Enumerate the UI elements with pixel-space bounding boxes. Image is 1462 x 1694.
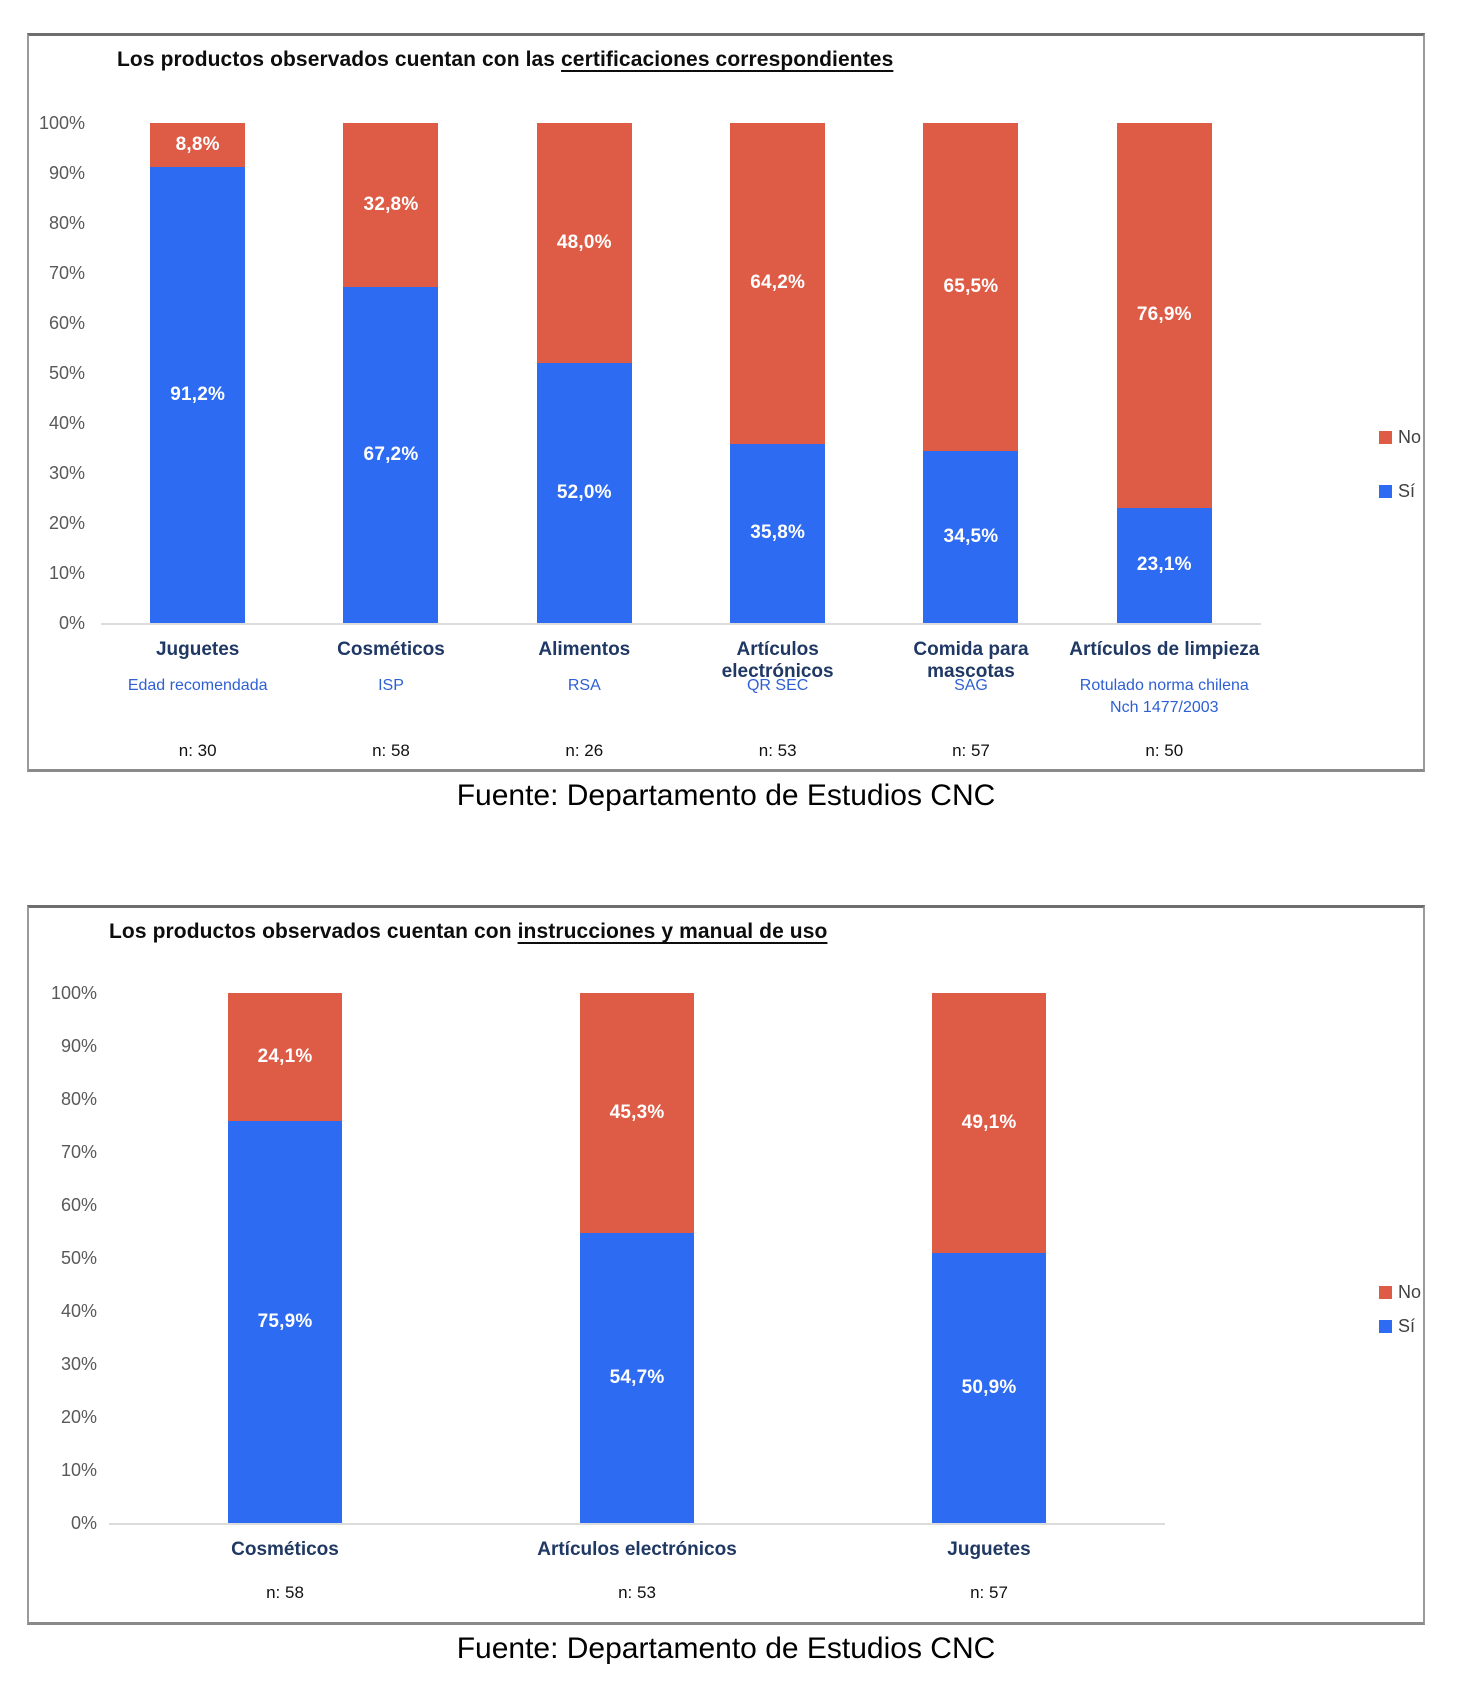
bar-value-label: 35,8%	[750, 522, 806, 544]
chart-title-prefix: Los productos observados cuentan con	[109, 920, 518, 943]
y-axis-tick: 70%	[60, 1142, 97, 1162]
category-sublabel: QR SEC	[746, 677, 809, 694]
source-caption: Fuente: Departamento de Estudios CNC	[456, 779, 996, 812]
sample-size-label: n: 58	[372, 741, 410, 760]
category-sublabel: SAG	[954, 677, 988, 694]
stacked-bar	[537, 123, 632, 623]
bar-column	[874, 123, 1067, 623]
bar-column	[461, 993, 813, 1523]
y-axis-tick: 30%	[48, 463, 85, 483]
sample-size-label: n: 53	[758, 741, 797, 760]
plot-area	[101, 123, 1261, 625]
legend	[1379, 1281, 1421, 1337]
bar-segment-si	[150, 167, 245, 623]
y-axis-tick: 0%	[58, 613, 85, 633]
sample-size-label: n: 53	[618, 1583, 656, 1602]
category-label: Artículos electrónicos	[537, 1539, 737, 1560]
legend-swatch	[1379, 431, 1392, 444]
y-axis-tick: 80%	[60, 1089, 97, 1109]
y-axis-tick: 90%	[60, 1036, 97, 1056]
y-axis-tick: 20%	[60, 1407, 97, 1427]
sample-sizes-row	[109, 1583, 1165, 1603]
category-sublabel: RSA	[567, 677, 601, 694]
stacked-bar	[1117, 123, 1212, 623]
y-axis-tick: 10%	[60, 1460, 97, 1480]
stacked-bar	[932, 993, 1046, 1523]
bar-value-label: 54,7%	[609, 1367, 665, 1389]
bar-column	[813, 993, 1165, 1523]
bar-value-label: 24,1%	[257, 1045, 313, 1067]
bar-segment-no	[537, 123, 632, 363]
chart-box-certifications	[27, 33, 1425, 772]
legend-swatch	[1379, 1320, 1392, 1333]
bar-value-label: 75,9%	[257, 1310, 313, 1332]
source-caption: Fuente: Departamento de Estudios CNC	[456, 1632, 996, 1665]
y-axis-tick: 100%	[50, 983, 97, 1003]
stacked-bar	[923, 123, 1018, 623]
y-axis-tick: 20%	[48, 513, 85, 533]
legend-swatch	[1379, 485, 1392, 498]
sub-labels-row	[101, 675, 1261, 718]
legend-item	[1379, 1315, 1421, 1337]
category-label: Artículos electrónicos	[721, 639, 834, 682]
sample-size-label: n: 57	[970, 1583, 1008, 1602]
bar-column	[488, 123, 681, 623]
legend-swatch	[1379, 1286, 1392, 1299]
legend-item	[1379, 1281, 1421, 1303]
bar-value-label: 91,2%	[170, 384, 226, 405]
bar-segment-si	[228, 1121, 342, 1523]
category-sublabel: Edad recomendada	[127, 677, 268, 694]
bar-segment-no	[1117, 123, 1212, 508]
bar-segment-si	[923, 451, 1018, 624]
bar-segment-si	[730, 444, 825, 623]
chart-title	[109, 920, 827, 944]
bar-value-label: 34,5%	[943, 525, 999, 547]
category-label: Alimentos	[538, 639, 631, 660]
chart-box-instructions	[27, 905, 1425, 1625]
sample-size-label: n: 58	[266, 1583, 304, 1602]
plot-area	[109, 993, 1165, 1525]
bar-value-label: 32,8%	[363, 194, 419, 215]
chart-title-underlined: certificaciones correspondientes	[561, 48, 894, 71]
bar-column	[101, 123, 294, 623]
bar-column	[1068, 123, 1261, 623]
stacked-bar	[730, 123, 825, 623]
y-axis-tick: 50%	[48, 363, 85, 383]
bar-segment-no	[932, 993, 1046, 1253]
bar-segment-si	[343, 287, 438, 623]
legend-label: No	[1397, 426, 1421, 447]
y-axis-tick: 90%	[48, 163, 85, 183]
legend-item	[1379, 480, 1421, 502]
y-axis-tick: 10%	[48, 563, 85, 583]
sample-sizes-row	[101, 741, 1261, 761]
y-axis-tick: 60%	[60, 1195, 97, 1215]
bar-segment-no	[150, 123, 245, 167]
stacked-bar	[228, 993, 342, 1523]
category-label: Cosméticos	[231, 1539, 339, 1560]
y-axis-tick: 0%	[70, 1513, 97, 1533]
bar-segment-si	[1117, 508, 1212, 624]
y-axis-tick: 100%	[38, 113, 85, 133]
bar-value-label: 49,1%	[961, 1112, 1017, 1134]
bar-segment-no	[923, 123, 1018, 451]
bar-column	[294, 123, 487, 623]
legend-label: Sí	[1397, 1315, 1415, 1336]
stacked-bar	[150, 123, 245, 623]
y-axis-tick: 30%	[60, 1354, 97, 1374]
sample-size-label: n: 26	[565, 741, 604, 760]
bar-segment-si	[537, 363, 632, 623]
legend-label: No	[1397, 1281, 1421, 1302]
bar-segment-no	[580, 993, 694, 1233]
bar-column	[109, 993, 461, 1523]
bar-value-label: 67,2%	[363, 444, 419, 465]
category-sublabel: ISP	[378, 677, 404, 694]
bar-value-label: 76,9%	[1136, 304, 1192, 326]
bar-value-label: 64,2%	[750, 272, 806, 294]
category-label: Juguetes	[947, 1539, 1031, 1560]
bar-column	[681, 123, 874, 623]
bar-value-label: 50,9%	[961, 1377, 1017, 1399]
y-axis-tick: 60%	[48, 313, 85, 333]
bar-value-label: 52,0%	[556, 482, 612, 503]
y-axis-tick: 80%	[48, 213, 85, 233]
category-label: Cosméticos	[337, 639, 445, 660]
chart-title-underlined: instrucciones y manual de uso	[517, 920, 828, 943]
bar-segment-si	[580, 1233, 694, 1523]
chart-title-prefix: Los productos observados cuentan con las	[117, 48, 562, 71]
bar-segment-no	[343, 123, 438, 287]
category-label: Juguetes	[155, 639, 240, 660]
stacked-bar	[343, 123, 438, 623]
legend-item	[1379, 426, 1421, 448]
bar-value-label: 65,5%	[943, 275, 999, 297]
category-labels-row	[109, 1539, 1165, 1561]
category-sublabel: Rotulado norma chilena Nch 1477/2003	[1079, 677, 1249, 716]
sample-size-label: n: 30	[178, 741, 217, 760]
legend	[1379, 426, 1421, 502]
bar-segment-si	[932, 1253, 1046, 1523]
y-axis-tick: 70%	[48, 263, 85, 283]
sample-size-label: n: 57	[952, 741, 990, 760]
bar-value-label: 8,8%	[175, 134, 220, 155]
sample-size-label: n: 50	[1145, 741, 1184, 760]
legend-label: Sí	[1397, 480, 1415, 501]
y-axis-tick: 50%	[60, 1248, 97, 1268]
y-axis-tick: 40%	[48, 413, 85, 433]
bar-value-label: 48,0%	[556, 232, 612, 253]
bar-value-label: 45,3%	[609, 1102, 665, 1124]
category-label: Artículos de limpieza	[1069, 639, 1260, 660]
y-axis-tick: 40%	[60, 1301, 97, 1321]
bar-segment-no	[228, 993, 342, 1121]
bar-segment-no	[730, 123, 825, 444]
category-label: Comida para mascotas	[913, 639, 1029, 682]
bar-value-label: 23,1%	[1136, 554, 1192, 576]
stacked-bar	[580, 993, 694, 1523]
chart-title	[117, 48, 893, 72]
